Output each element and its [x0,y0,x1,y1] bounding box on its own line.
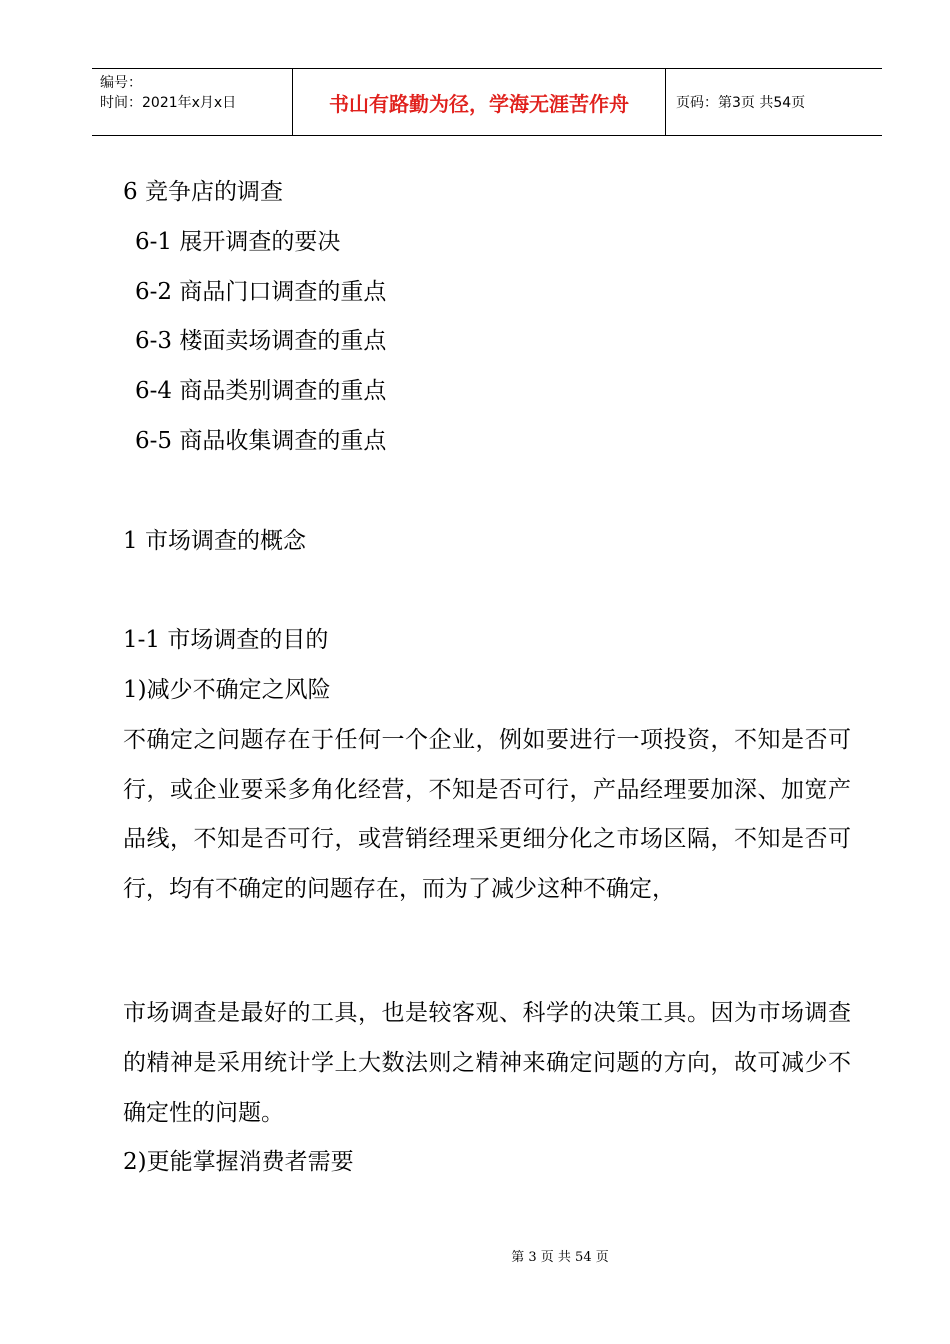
header-page-number: 页码：第3页 共54页 [676,95,806,111]
toc-item: 6-4 商品类别调查的重点 [135,378,387,405]
toc-item: 6-5 商品收集调查的重点 [135,427,387,454]
paragraph: 市场调查是最好的工具，也是较客观、科学的决策工具。因为市场调查的精神是采用统计学上大数法则之精神来确定问题的方向，故可减少不确定性的问题。 [123,999,851,1126]
section-heading: 1 市场调查的概念 [123,527,306,554]
paragraph: 不确定之问题存在于任何一个企业，例如要进行一项投资，不知是否可行，或企业要采多角化经营，不知是否可行，产品经理要加深、加宽产品线，不知是否可行，或营销经理采更细分化之市场区隔，不知是否可行，均有不确定的问题存在，而为了减少这种不确定， [123,726,851,903]
header-motto-text: 书山有路勤为径，学海无涯苦作舟 [329,91,629,116]
point-heading: 2)更能掌握消费者需要 [123,1149,354,1176]
subsection-heading: 1-1 市场调查的目的 [123,627,329,654]
header-page-info [666,69,882,135]
toc-item: 6-1 展开调查的要决 [135,228,341,255]
header-meta [92,69,292,135]
header-motto [292,69,666,135]
document-body [123,168,863,1188]
header-number-label: 编号： [100,75,142,91]
point-heading: 1)减少不确定之风险 [123,676,331,703]
toc-item: 6-2 商品门口调查的重点 [135,278,387,305]
page-header [92,68,882,136]
toc-section-title: 6 竞争店的调查 [123,179,283,205]
header-date: 时间：2021年x月x日 [100,95,237,111]
page-footer: 第 3 页 共 54 页 [511,1250,609,1265]
toc-item: 6-3 楼面卖场调查的重点 [135,328,387,355]
